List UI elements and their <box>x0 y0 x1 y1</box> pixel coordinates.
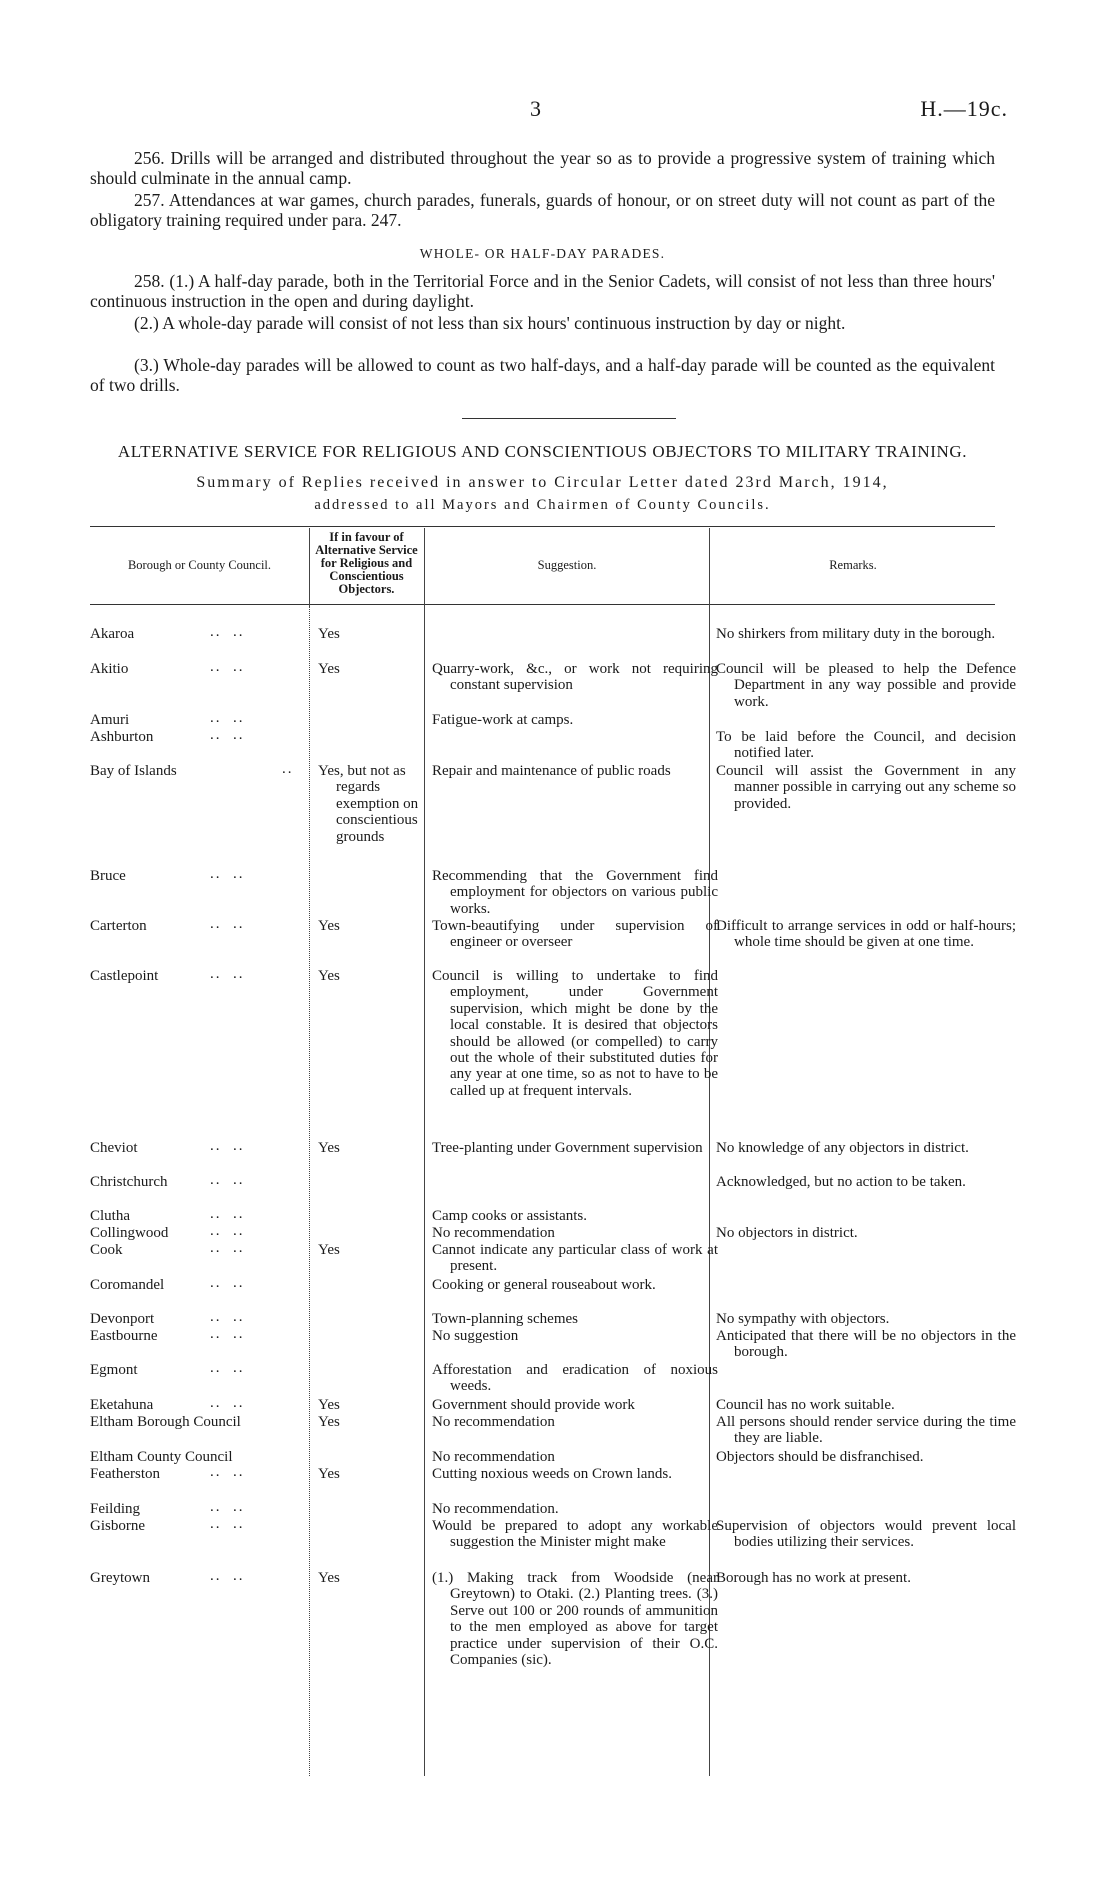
row-favour: Yes <box>318 626 340 642</box>
row-favour: Yes <box>318 968 340 984</box>
row-name: Carterton <box>90 918 147 934</box>
row-suggestion: No recommendation <box>432 1414 555 1430</box>
leader-dots: .. .. <box>210 1568 245 1584</box>
leader-dots: .. .. <box>210 1206 245 1222</box>
row-name: Eastbourne <box>90 1328 158 1344</box>
table-top-rule <box>90 526 995 527</box>
row-favour: Yes <box>318 1466 340 1482</box>
row-name: Amuri <box>90 712 130 728</box>
row-name: Collingwood <box>90 1225 169 1241</box>
row-favour: Yes <box>318 918 340 934</box>
leader-dots: .. .. <box>210 1326 245 1342</box>
row-remarks: To be laid before the Council, and decision notified later. <box>716 729 1016 762</box>
table-column-divider <box>424 528 425 606</box>
row-name: Egmont <box>90 1362 138 1378</box>
row-suggestion: Afforestation and eradication of noxious weeds. <box>432 1362 718 1395</box>
section-divider <box>462 418 676 419</box>
row-name: Cook <box>90 1242 123 1258</box>
row-name: Coromandel <box>90 1277 165 1293</box>
paragraph-258-1: 258. (1.) A half-day parade, both in the Territorial Force and in the Senior Cadets, will consist of not less than three hours' continuous instruction in the open and during daylight. <box>90 271 995 311</box>
row-suggestion: Cooking or general rouseabout work. <box>432 1277 656 1293</box>
header-council: Borough or County Council. <box>127 558 272 572</box>
page-number: 3 <box>530 96 541 121</box>
row-name: Cheviot <box>90 1140 138 1156</box>
subtitle-line-2: addressed to all Mayors and Chairmen of County Councils. <box>314 497 771 513</box>
row-suggestion: Quarry-work, &c., or work not requiring constant supervision <box>432 661 718 694</box>
leader-dots: .. .. <box>210 1309 245 1325</box>
row-name: Featherston <box>90 1466 160 1482</box>
row-remarks: All persons should render service during the time they are liable. <box>716 1414 1016 1447</box>
row-name: Eketahuna <box>90 1397 154 1413</box>
row-remarks: No knowledge of any objectors in district. <box>716 1140 969 1156</box>
row-remarks: Council has no work suitable. <box>716 1397 895 1413</box>
table-column-divider <box>309 606 310 1776</box>
leader-dots: .. .. <box>210 966 245 982</box>
row-remarks: Council will be pleased to help the Defence Department in any way possible and provide work. <box>716 661 1016 710</box>
header-remarks: Remarks. <box>829 558 877 572</box>
row-suggestion: Town-planning schemes <box>432 1311 579 1327</box>
row-name: Feilding <box>90 1501 141 1517</box>
leader-dots: .. .. <box>210 1360 245 1376</box>
leader-dots: .. .. <box>210 1138 245 1154</box>
leader-dots: .. .. <box>210 727 245 743</box>
row-name: Greytown <box>90 1570 150 1586</box>
leader-dots: .. .. <box>210 1499 245 1515</box>
row-suggestion: Cannot indicate any particular class of work at present. <box>432 1242 718 1275</box>
section-heading-parades: WHOLE- OR HALF-DAY PARADES. <box>419 246 666 261</box>
row-remarks: No shirkers from military duty in the borough. <box>716 626 996 642</box>
row-name: Eltham Borough Council <box>90 1414 241 1430</box>
row-name: Bay of Islands <box>90 763 177 779</box>
row-remarks: Supervision of objectors would prevent local bodies utilizing their services. <box>716 1518 1016 1551</box>
leader-dots: .. .. <box>210 710 245 726</box>
leader-dots: .. .. <box>210 916 245 932</box>
row-remarks: No sympathy with objectors. <box>716 1311 890 1327</box>
row-suggestion: No recommendation <box>432 1449 555 1465</box>
leader-dots: .. .. <box>210 1275 245 1291</box>
table-header-rule <box>90 604 995 605</box>
table-column-divider <box>709 528 710 606</box>
row-suggestion: Fatigue-work at camps. <box>432 712 574 728</box>
leader-dots: .. .. <box>210 1395 245 1411</box>
row-name: Clutha <box>90 1208 130 1224</box>
row-suggestion: Town-beautifying under supervision of engineer or overseer <box>432 918 718 951</box>
leader-dots: .. .. <box>210 1172 245 1188</box>
leader-dots: .. .. <box>210 624 245 640</box>
document-reference: H.—19c. <box>920 96 1008 121</box>
row-suggestion: Repair and maintenance of public roads <box>432 763 671 779</box>
row-suggestion: No recommendation. <box>432 1501 559 1517</box>
row-remarks: Borough has no work at present. <box>716 1570 911 1586</box>
paragraph-258-3: (3.) Whole-day parades will be allowed to count as two half-days, and a half-day parade will be counted as the equivalent of two drills. <box>90 355 995 395</box>
paragraph-256: 256. Drills will be arranged and distributed throughout the year so as to provide a progressive system of training which should culminate in the annual camp. <box>90 148 995 188</box>
row-remarks: Anticipated that there will be no objectors in the borough. <box>716 1328 1016 1361</box>
row-name: Gisborne <box>90 1518 145 1534</box>
row-remarks: Difficult to arrange services in odd or half-hours; whole time should be given at one time. <box>716 918 1016 951</box>
row-remarks: Acknowledged, but no action to be taken. <box>716 1174 966 1190</box>
row-suggestion: Recommending that the Government find employment for objectors on various public works. <box>432 868 718 917</box>
row-favour: Yes, but not as regards exemption on conscientious grounds <box>318 763 419 845</box>
row-suggestion: No recommendation <box>432 1225 555 1241</box>
row-name: Akaroa <box>90 626 135 642</box>
section-title: ALTERNATIVE SERVICE FOR RELIGIOUS AND CONSCIENTIOUS OBJECTORS TO MILITARY TRAINING. <box>117 442 968 461</box>
row-name: Eltham County Council <box>90 1449 233 1465</box>
leader-dots: .. .. <box>210 866 245 882</box>
row-name: Bruce <box>90 868 126 884</box>
row-suggestion: (1.) Making track from Woodside (near Greytown) to Otaki. (2.) Planting trees. (3.) Serve out 100 or 200 rounds of ammunition to the men employed as above for target practice under supervision of their O.C. Companies (sic). <box>432 1570 718 1669</box>
leader-dots: .. .. <box>210 1516 245 1532</box>
section-subtitle <box>90 472 995 516</box>
row-remarks: Objectors should be disfranchised. <box>716 1449 924 1465</box>
leader-dots: .. .. <box>210 1240 245 1256</box>
row-favour: Yes <box>318 1397 340 1413</box>
row-suggestion: Camp cooks or assistants. <box>432 1208 587 1224</box>
row-suggestion: Government should provide work <box>432 1397 635 1413</box>
leader-dots: .. <box>282 761 294 777</box>
leader-dots: .. .. <box>210 1223 245 1239</box>
leader-dots: .. .. <box>210 659 245 675</box>
row-suggestion: Would be prepared to adopt any workable suggestion the Minister might make <box>432 1518 718 1551</box>
leader-dots: .. .. <box>210 1464 245 1480</box>
row-favour: Yes <box>318 661 340 677</box>
row-name: Akitio <box>90 661 129 677</box>
row-name: Castlepoint <box>90 968 159 984</box>
row-favour: Yes <box>318 1414 340 1430</box>
row-favour: Yes <box>318 1570 340 1586</box>
paragraph-258-2: (2.) A whole-day parade will consist of not less than six hours' continuous instruction by day or night. <box>134 313 846 333</box>
header-favour: If in favour of Alternative Service for Religious and Conscientious Objectors. <box>315 530 418 596</box>
row-remarks: Council will assist the Government in any manner possible in carrying out any scheme so provided. <box>716 763 1016 812</box>
row-name: Ashburton <box>90 729 154 745</box>
row-suggestion: No suggestion <box>432 1328 519 1344</box>
row-name: Devonport <box>90 1311 155 1327</box>
row-suggestion: Tree-planting under Government supervision <box>432 1140 703 1156</box>
row-remarks: No objectors in district. <box>716 1225 858 1241</box>
row-suggestion: Council is willing to undertake to find employment, under Government supervision, which might be done by the local constable. It is desired that objectors should be allowed (or compelled) to carry out the whole of their substituted duties for any year at one time, so as not to have to be called up at frequent intervals. <box>432 968 718 1099</box>
row-favour: Yes <box>318 1242 340 1258</box>
row-suggestion: Cutting noxious weeds on Crown lands. <box>432 1466 672 1482</box>
paragraph-257: 257. Attendances at war games, church parades, funerals, guards of honour, or on street duty will not count as part of the obligatory training required under para. 247. <box>90 190 995 230</box>
subtitle-line-1: Summary of Replies received in answer to Circular Letter dated 23rd March, 1914, <box>196 474 889 491</box>
row-favour: Yes <box>318 1140 340 1156</box>
header-suggestion: Suggestion. <box>537 558 597 572</box>
row-name: Christchurch <box>90 1174 168 1190</box>
